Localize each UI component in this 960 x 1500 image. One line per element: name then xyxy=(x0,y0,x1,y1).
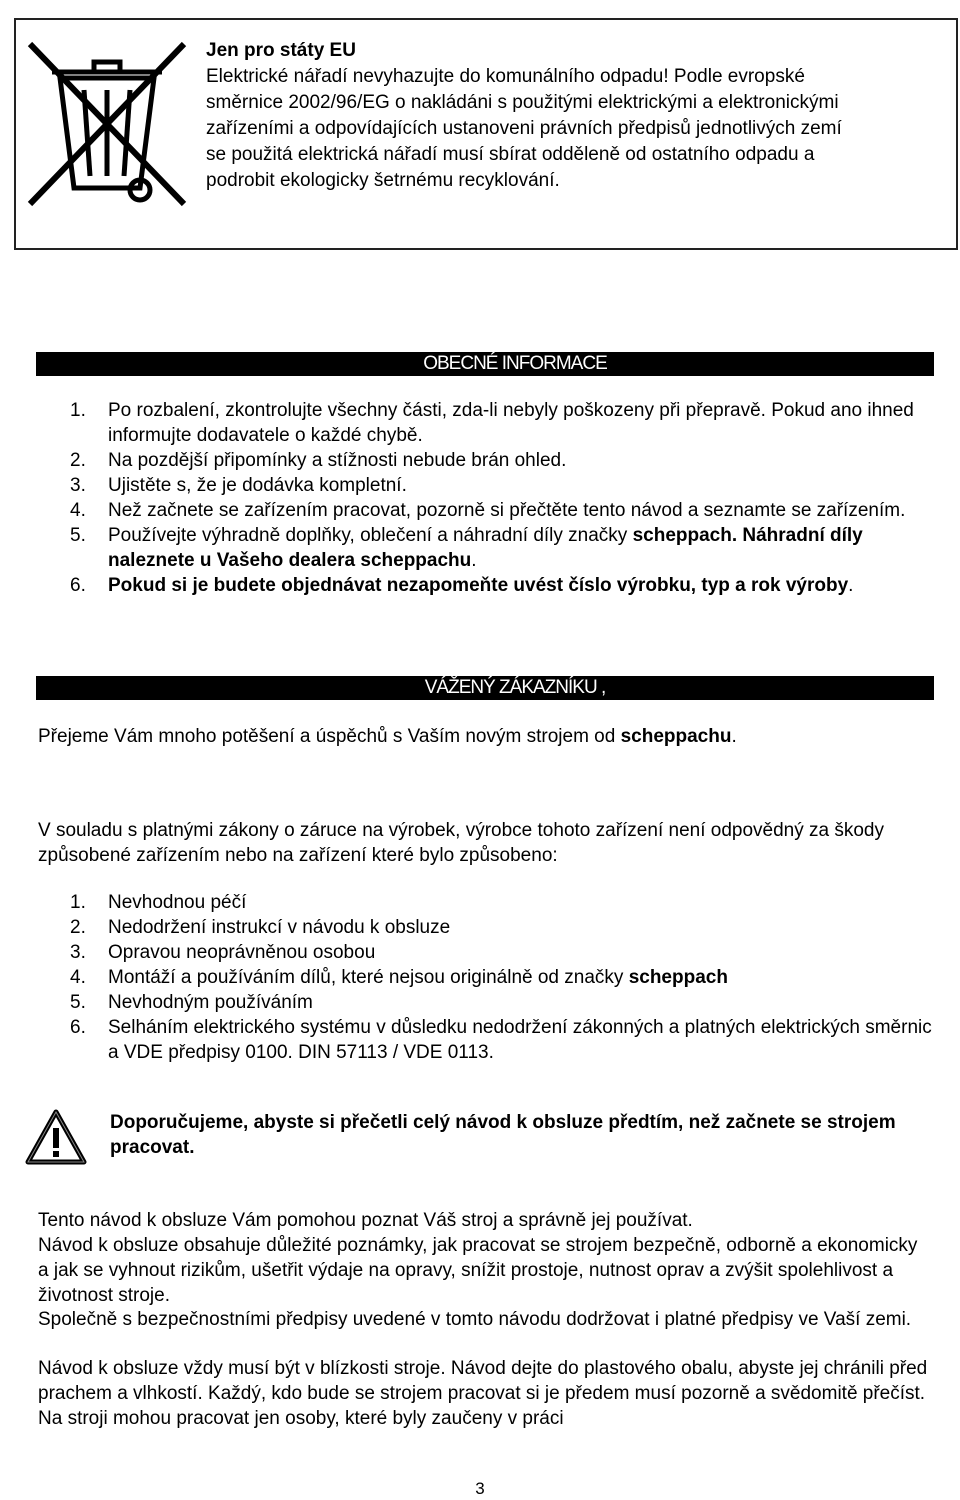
page-number: 3 xyxy=(475,1479,485,1498)
eu-notice-line: se použitá elektrická nářadí musí sbírat odděleně od ostatního odpadu a xyxy=(206,144,815,165)
crossed-out-bin-icon xyxy=(22,38,192,210)
list-item: 3. Ujistěte s, že je dodávka kompletní. xyxy=(70,475,407,496)
list-item: 4. Montáží a používáním dílů, které nejsou originálně od značky scheppach xyxy=(70,967,728,988)
general-info-heading: OBECNÉ INFORMACE xyxy=(36,352,934,376)
manual-paragraph: Tento návod k obsluze Vám pomohou poznat Váš stroj a správně jej používat. xyxy=(38,1210,693,1231)
manual-paragraph: Společně s bezpečnostními předpisy uvedené v tomto návodu dodržovat i platné předpisy ve Vaší zemi. xyxy=(38,1309,912,1330)
warning-text: Doporučujeme, abyste si přečetli celý návod k obsluze předtím, než začnete se strojem pracovat. xyxy=(110,1112,896,1158)
general-info-list xyxy=(70,398,940,598)
customer-greeting: Přejeme Vám mnoho potěšení a úspěchů s Vaším novým strojem od scheppachu. xyxy=(38,726,737,747)
warranty-intro: V souladu s platnými zákony o záruce na výrobek, výrobce tohoto zařízení není odpovědný za škody způsobené zařízením nebo na zařízení které bylo způsobeno: xyxy=(38,820,884,866)
list-item: 1. Nevhodnou péčí xyxy=(70,892,247,913)
eu-notice-line: směrnice 2002/96/EG o nakládáni s použitými elektrickými a elektronickými xyxy=(206,92,839,113)
eu-disposal-notice xyxy=(14,18,958,250)
manual-paragraph: Návod k obsluze obsahuje důležité poznámky, jak pracovat se strojem bezpečně, odborně a ekonomicky a jak se vyhnout rizikům, ušetřit výdaje na opravy, snížit prostoje, nutnost oprav a zvýšit spolehlivost a životnost stroje. xyxy=(38,1235,918,1306)
list-item: 6. Selháním elektrického systému v důsledku nedodržení zákonných a platných elektrických směrnic a VDE předpisy 0100. DIN 57113 / VDE 0113. xyxy=(70,1017,932,1063)
manual-paragraph: Návod k obsluze vždy musí být v blízkosti stroje. Návod dejte do plastového obalu, abyste jej chránili před prachem a vlhkostí. Každý, kdo bude se strojem pracovat si je předem musí pozorně a svědomitě přečíst. Na stroji mohou pracovat jen osoby, které byly zaučeny v práci xyxy=(38,1358,928,1429)
list-item: 5. Nevhodným používáním xyxy=(70,992,313,1013)
list-item: 4. Než začnete se zařízením pracovat, pozorně si přečtěte tento návod a seznamte se zařízením. xyxy=(70,500,906,521)
eu-notice-title: Jen pro státy EU xyxy=(206,40,356,61)
eu-notice-line: Elektrické nářadí nevyhazujte do komunálního odpadu! Podle evropské xyxy=(206,66,805,87)
eu-notice-line: zařízeními a odpovídajících ustanoveni právních předpisů jednotlivých zemí xyxy=(206,118,842,139)
list-item: 2. Na pozdější připomínky a stížnosti nebude brán ohled. xyxy=(70,450,567,471)
list-item: 6. Pokud si je budete objednávat nezapomeňte uvést číslo výrobku, typ a rok výroby. xyxy=(70,575,854,596)
list-item: 3. Opravou neoprávněnou osobou xyxy=(70,942,376,963)
eu-notice-text xyxy=(206,38,941,194)
list-item: 2. Nedodržení instrukcí v návodu k obsluze xyxy=(70,917,451,938)
warranty-list xyxy=(70,890,940,1065)
warning-triangle-icon xyxy=(24,1108,88,1166)
eu-notice-line: podrobit ekologicky šetrnému recyklování. xyxy=(206,170,560,191)
customer-heading: VÁŽENÝ ZÁKAZNÍKU , xyxy=(36,676,934,700)
list-item: 5. Používejte výhradně doplňky, oblečení a náhradní díly značky scheppach. Náhradní díly naleznete u Vašeho dealera scheppachu. xyxy=(70,525,863,571)
list-item: 1. Po rozbalení, zkontrolujte všechny části, zda-li nebyly poškozeny při přepravě. Pokud ano ihned informujte dodavatele o každé chybě. xyxy=(70,400,914,446)
